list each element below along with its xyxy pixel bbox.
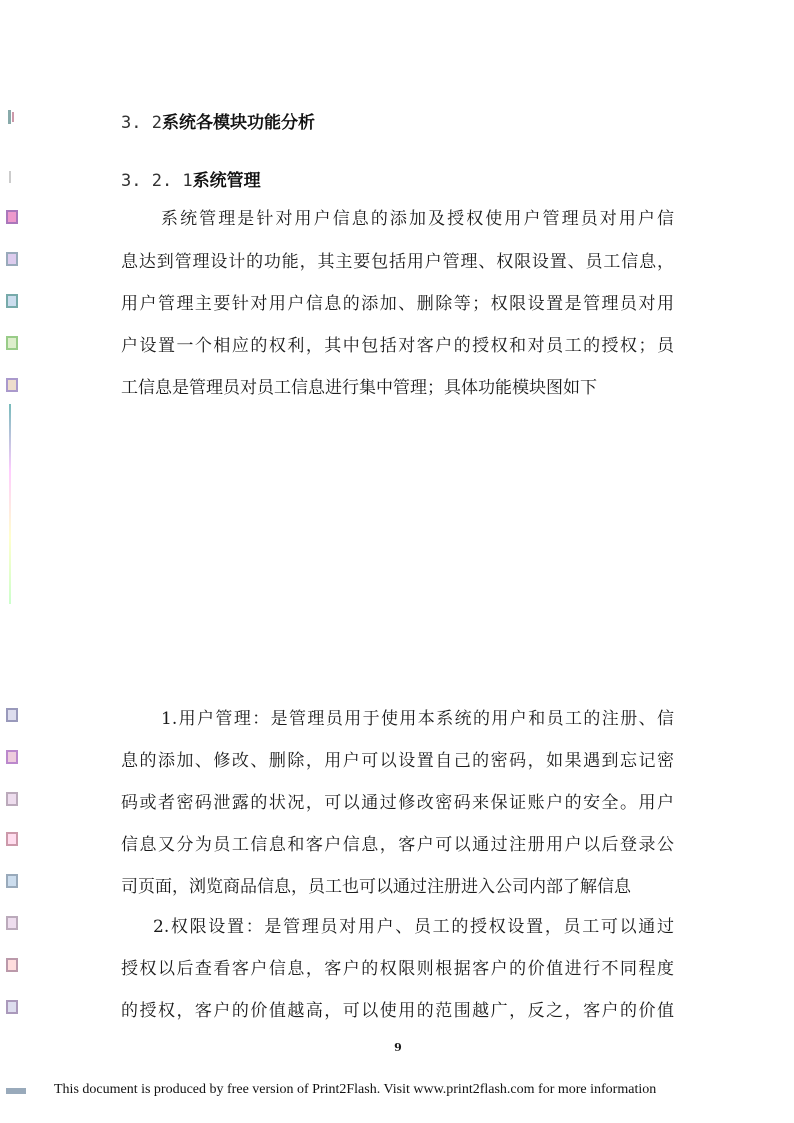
paragraph-line: 工信息是管理员对员工信息进行集中管理；具体功能模块图如下 <box>121 378 597 398</box>
paragraph-line: 司页面，浏览商品信息，员工也可以通过注册进入公司内部了解信息 <box>121 877 631 897</box>
margin-artifact <box>9 404 11 604</box>
margin-artifact <box>5 292 19 310</box>
footer-notice: This document is produced by free version of Print2Flash. Visit www.print2flash.com for more information <box>54 1082 657 1097</box>
section-number: 3. 2 <box>121 113 162 133</box>
section-title: 系统各模块功能分析 <box>161 113 315 133</box>
paragraph-line: 用户管理主要针对用户信息的添加、删除等；权限设置是管理员对用 <box>121 294 674 314</box>
margin-artifact <box>5 334 19 352</box>
paragraph-line: 1.用户管理：是管理员用于使用本系统的用户和员工的注册、信 <box>161 709 674 729</box>
margin-artifact <box>5 956 19 974</box>
paragraph-line: 信息又分为员工信息和客户信息，客户可以通过注册用户以后登录公 <box>121 835 674 855</box>
paragraph-line: 授权以后查看客户信息，客户的权限则根据客户的价值进行不同程度 <box>121 959 674 979</box>
paragraph-line: 的授权，客户的价值越高，可以使用的范围越广，反之，客户的价值 <box>121 1001 674 1021</box>
margin-artifact <box>5 914 19 932</box>
margin-artifact <box>5 830 19 848</box>
subsection-title: 系统管理 <box>192 171 261 191</box>
margin-artifact <box>5 748 19 766</box>
paragraph-line: 息达到管理设计的功能，其主要包括用户管理、权限设置、员工信息， <box>121 252 674 272</box>
margin-artifact <box>5 706 19 724</box>
margin-artifact <box>5 250 19 268</box>
subsection-number: 3. 2. 1 <box>121 171 193 191</box>
paragraph-line: 息的添加、修改、删除，用户可以设置自己的密码，如果遇到忘记密 <box>121 751 674 771</box>
paragraph-line: 码或者密码泄露的状况，可以通过修改密码来保证账户的安全。用户 <box>121 793 674 813</box>
margin-artifact <box>5 1082 27 1100</box>
margin-artifact <box>5 208 19 226</box>
paragraph-line: 户设置一个相应的权利，其中包括对客户的授权和对员工的授权；员 <box>121 336 674 356</box>
margin-artifact <box>5 790 19 808</box>
margin-artifact <box>5 168 19 186</box>
paragraph-line: 2.权限设置：是管理员对用户、员工的授权设置，员工可以通过 <box>153 917 674 937</box>
paragraph-line: 系统管理是针对用户信息的添加及授权使用户管理员对用户信 <box>161 209 674 229</box>
margin-artifact <box>5 376 19 394</box>
margin-artifact <box>5 872 19 890</box>
subsection-heading <box>121 166 261 191</box>
section-heading <box>121 108 315 133</box>
margin-artifact <box>5 998 19 1016</box>
page-number: 9 <box>394 1041 402 1054</box>
margin-artifact <box>5 108 19 126</box>
